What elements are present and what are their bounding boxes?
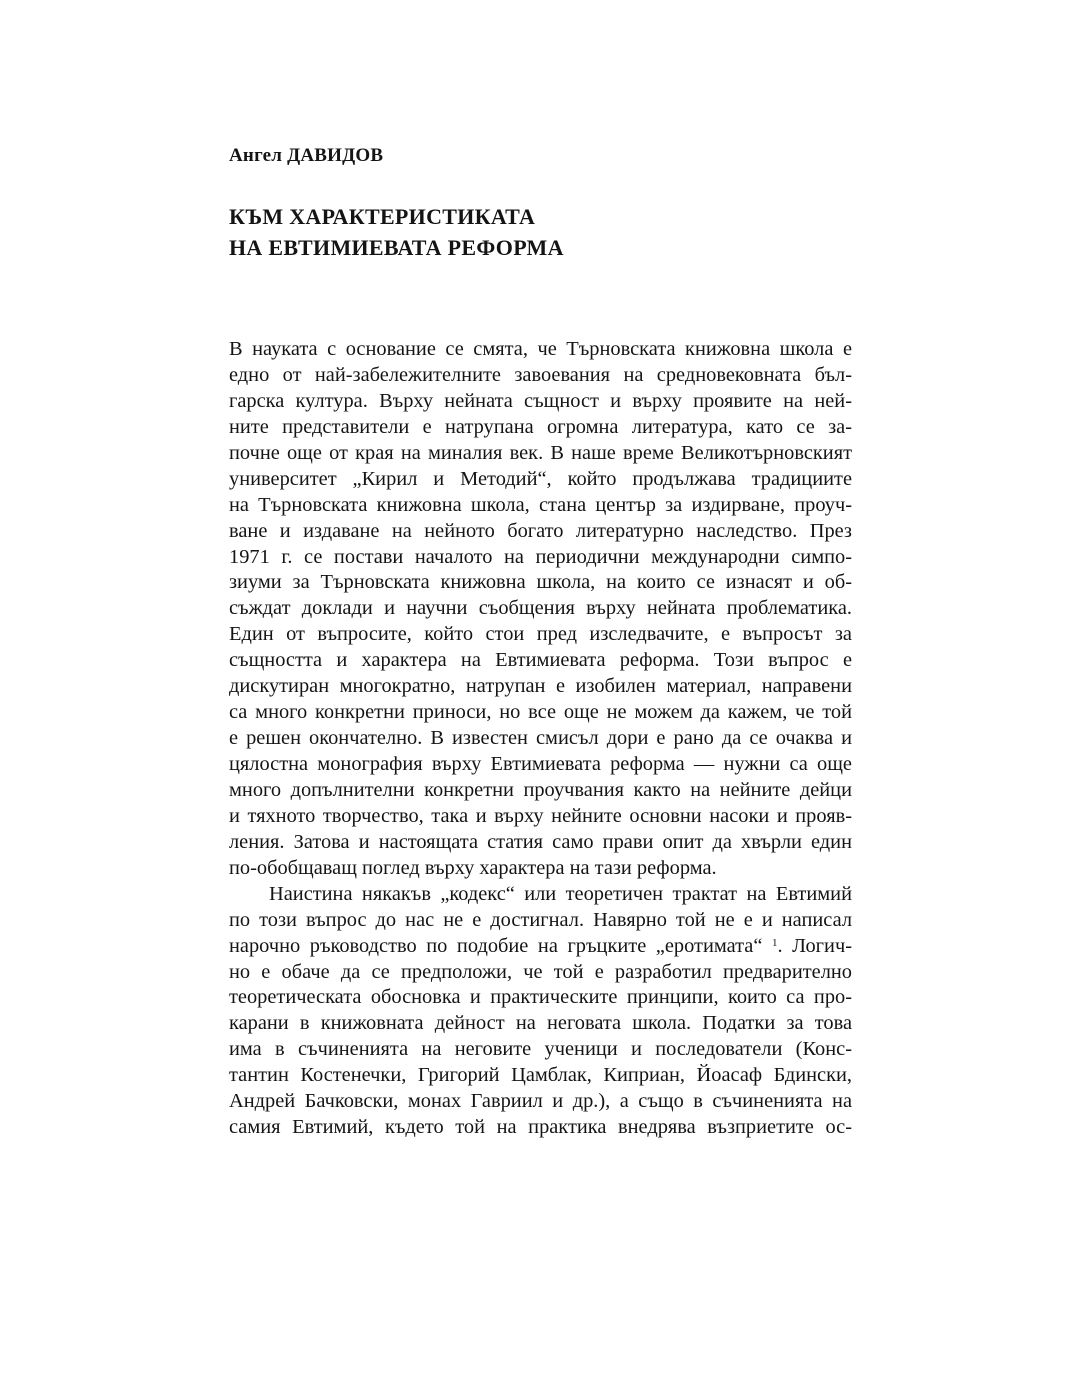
text-line: гарска култура. Върху нейната същност и върху проявите на ней-: [229, 389, 852, 412]
text-line: карани в книжовната дейност на неговата школа. Податки за това: [229, 1012, 852, 1035]
text-line: същността и характера на Евтимиевата реформа. Този въпрос е: [229, 649, 852, 672]
text-line: дискутиран многократно, натрупан е изобилен материал, направени: [229, 675, 852, 698]
title-line: НА ЕВТИМИЕВАТА РЕФОРМА: [229, 235, 564, 260]
text-line: но е обаче да се предположи, че той е разработил предварително: [229, 960, 852, 983]
title-line: КЪМ ХАРАКТЕРИСТИКАТА: [229, 204, 536, 229]
text-line: е решен окончателно. В известен смисъл дори е рано да се очаква и: [229, 727, 852, 750]
article-body: [229, 337, 852, 1141]
text-line: 1971 г. се постави началото на периодични международни симпо-: [229, 545, 852, 568]
text-line: ване и издаване на нейното богато литературно наследство. През: [229, 519, 852, 542]
text-line: много допълнителни конкретни проучвания както на нейните дейци: [229, 778, 852, 801]
text-line: са много конкретни приноси, но все още не можем да кажем, че той: [229, 701, 852, 724]
paragraph-2: [229, 882, 852, 1141]
text-line: В науката с основание се смята, че Търновската книжовна школа е: [229, 338, 852, 360]
text-line: по този въпрос до нас не е достигнал. Навярно той не е и написал: [229, 908, 852, 931]
text-line: по-обобщаващ поглед върху характера на тази реформа.: [229, 856, 717, 879]
text-line: университет „Кирил и Методий“, който продължава традициите: [229, 467, 852, 490]
text-line: самия Евтимий, където той на практика внедрява възприетите ос-: [229, 1116, 852, 1139]
text-line: Наистина някакъв „кодекс“ или теоретичен трактат на Евтимий: [269, 882, 852, 905]
text-segment: нарочно ръководство по подобие на гръцките „еротимата“: [229, 934, 763, 957]
text-line-with-footnote: [229, 934, 852, 960]
paragraph-1: [229, 337, 852, 882]
text-line: почне още от края на миналия век. В наше време Великотърновският: [229, 441, 852, 464]
text-line: тантин Костенечки, Григорий Цамблак, Киприан, Йоасаф Бдински,: [229, 1064, 852, 1087]
text-line: съждат доклади и научни съобщения върху нейната проблематика.: [229, 597, 852, 620]
text-line: ните представители е натрупана огромна литература, като се за-: [229, 415, 852, 438]
text-segment: . Логич-: [777, 934, 852, 957]
author-name: Ангел ДАВИДОВ: [229, 145, 384, 166]
text-line: ления. Затова и настоящата статия само прави опит да хвърли един: [229, 830, 852, 853]
text-line: едно от най-забележителните завоевания на средновековната бъл-: [229, 363, 852, 386]
text-line: Един от въпросите, който стои пред изследвачите, е въпросът за: [229, 623, 852, 646]
text-line: има в съчиненията на неговите ученици и последователи (Конс-: [229, 1038, 852, 1061]
text-line: и тяхното творчество, така и върху нейните основни насоки и прояв-: [229, 804, 852, 827]
text-line: Андрей Бачковски, монах Гавриил и др.), а също в съчиненията на: [229, 1090, 852, 1113]
text-line: зиуми за Търновската книжовна школа, на които се изнасят и об-: [229, 571, 852, 594]
text-line: на Търновската книжовна школа, стана център за издирване, проуч-: [229, 493, 852, 516]
text-line: теоретическата обосновка и практическите принципи, които са про-: [229, 986, 852, 1009]
footnote-reference[interactable]: 1: [771, 936, 778, 949]
article-title: [229, 201, 564, 263]
text-line: цялостна монография върху Евтимиевата реформа — нужни са още: [229, 753, 852, 775]
